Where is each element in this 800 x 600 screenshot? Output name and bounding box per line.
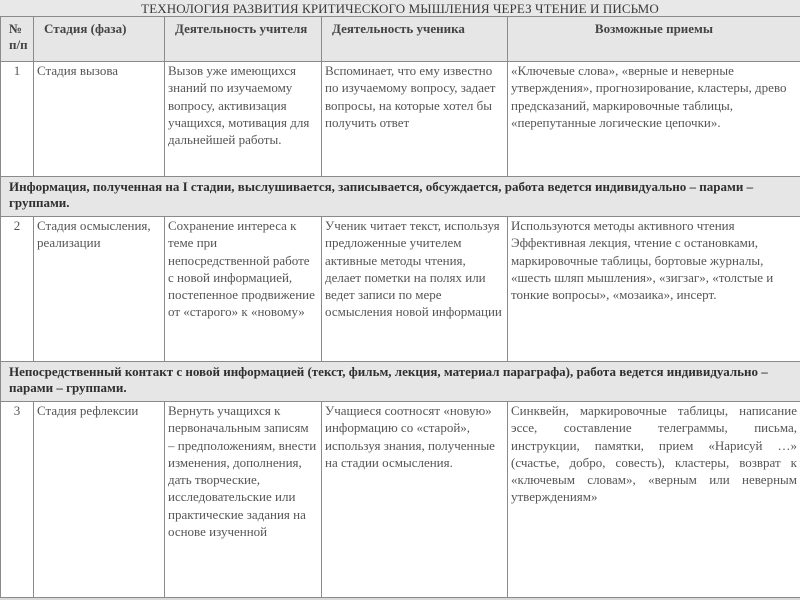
header-teacher: Деятельность учителя <box>165 17 322 62</box>
header-number: № п/п <box>1 17 34 62</box>
row-stage: Стадия осмысления, реализации <box>34 217 165 362</box>
row-techniques: «Ключевые слова», «верные и неверные утверждения», прогнозирование, кластеры, древо предсказаний, маркировочные таблицы, «перепутанные логические цепочки». <box>508 62 800 177</box>
row-teacher-activity: Вызов уже имеющихся знаний по изучаемому вопросу, активизация учащихся, мотивация для дальнейшей работы. <box>165 62 322 177</box>
row-techniques: Синквейн, маркировочные таблицы, написание эссе, составление телеграммы, письма, инструкции, памятки, прием «Нарисуй …» (счастье, добро, совесть), кластеры, возврат к «ключевым словам», «верным или неверным утверждениям» <box>508 402 800 598</box>
row-student-activity: Вспоминает, что ему известно по изучаемому вопросу, задает вопросы, на которые хотел бы получить ответ <box>322 62 508 177</box>
row-number: 1 <box>1 62 34 177</box>
row-stage: Стадия рефлексии <box>34 402 165 598</box>
table-row <box>1 217 800 362</box>
row-number: 3 <box>1 402 34 598</box>
table-header-row <box>1 17 800 62</box>
row-number: 2 <box>1 217 34 362</box>
table-row <box>1 402 800 598</box>
header-student: Деятельность ученика <box>322 17 508 62</box>
row-student-activity: Учащиеся соотносят «новую» информацию со «старой», используя знания, полученные на стадии осмысления. <box>322 402 508 598</box>
technology-table <box>0 16 800 598</box>
page-title: ТЕХНОЛОГИЯ РАЗВИТИЯ КРИТИЧЕСКОГО МЫШЛЕНИЯ ЧЕРЕЗ ЧТЕНИЕ И ПИСЬМО <box>0 0 800 16</box>
info-band-2: Непосредственный контакт с новой информацией (текст, фильм, лекция, материал параграфа), работа ведется индивидуально – парами – группами. <box>1 362 800 402</box>
info-band-1: Информация, полученная на I стадии, выслушивается, записывается, обсуждается, работа ведется индивидуально – парами – группами. <box>1 177 800 217</box>
row-teacher-activity: Вернуть учащихся к первоначальным записям – предположениям, внести изменения, дополнения, дать творческие, исследовательские или практические задания на основе изученной <box>165 402 322 598</box>
row-techniques: Используются методы активного чтения Эффективная лекция, чтение с остановками, маркировочные таблицы, бортовые журналы, «шесть шляп мышления», «зигзаг», «толстые и тонкие вопросы», «мозаика», инсерт. <box>508 217 800 362</box>
row-stage: Стадия вызова <box>34 62 165 177</box>
table-row <box>1 62 800 177</box>
header-stage: Стадия (фаза) <box>34 17 165 62</box>
band-row <box>1 362 800 402</box>
row-student-activity: Ученик читает текст, используя предложенные учителем активные методы чтения, делает пометки на полях или ведет записи по мере осмысления новой информации <box>322 217 508 362</box>
band-row <box>1 177 800 217</box>
row-teacher-activity: Сохранение интереса к теме при непосредственной работе с новой информацией, постепенное продвижение от «старого» к «новому» <box>165 217 322 362</box>
header-techniques: Возможные приемы <box>508 17 800 62</box>
